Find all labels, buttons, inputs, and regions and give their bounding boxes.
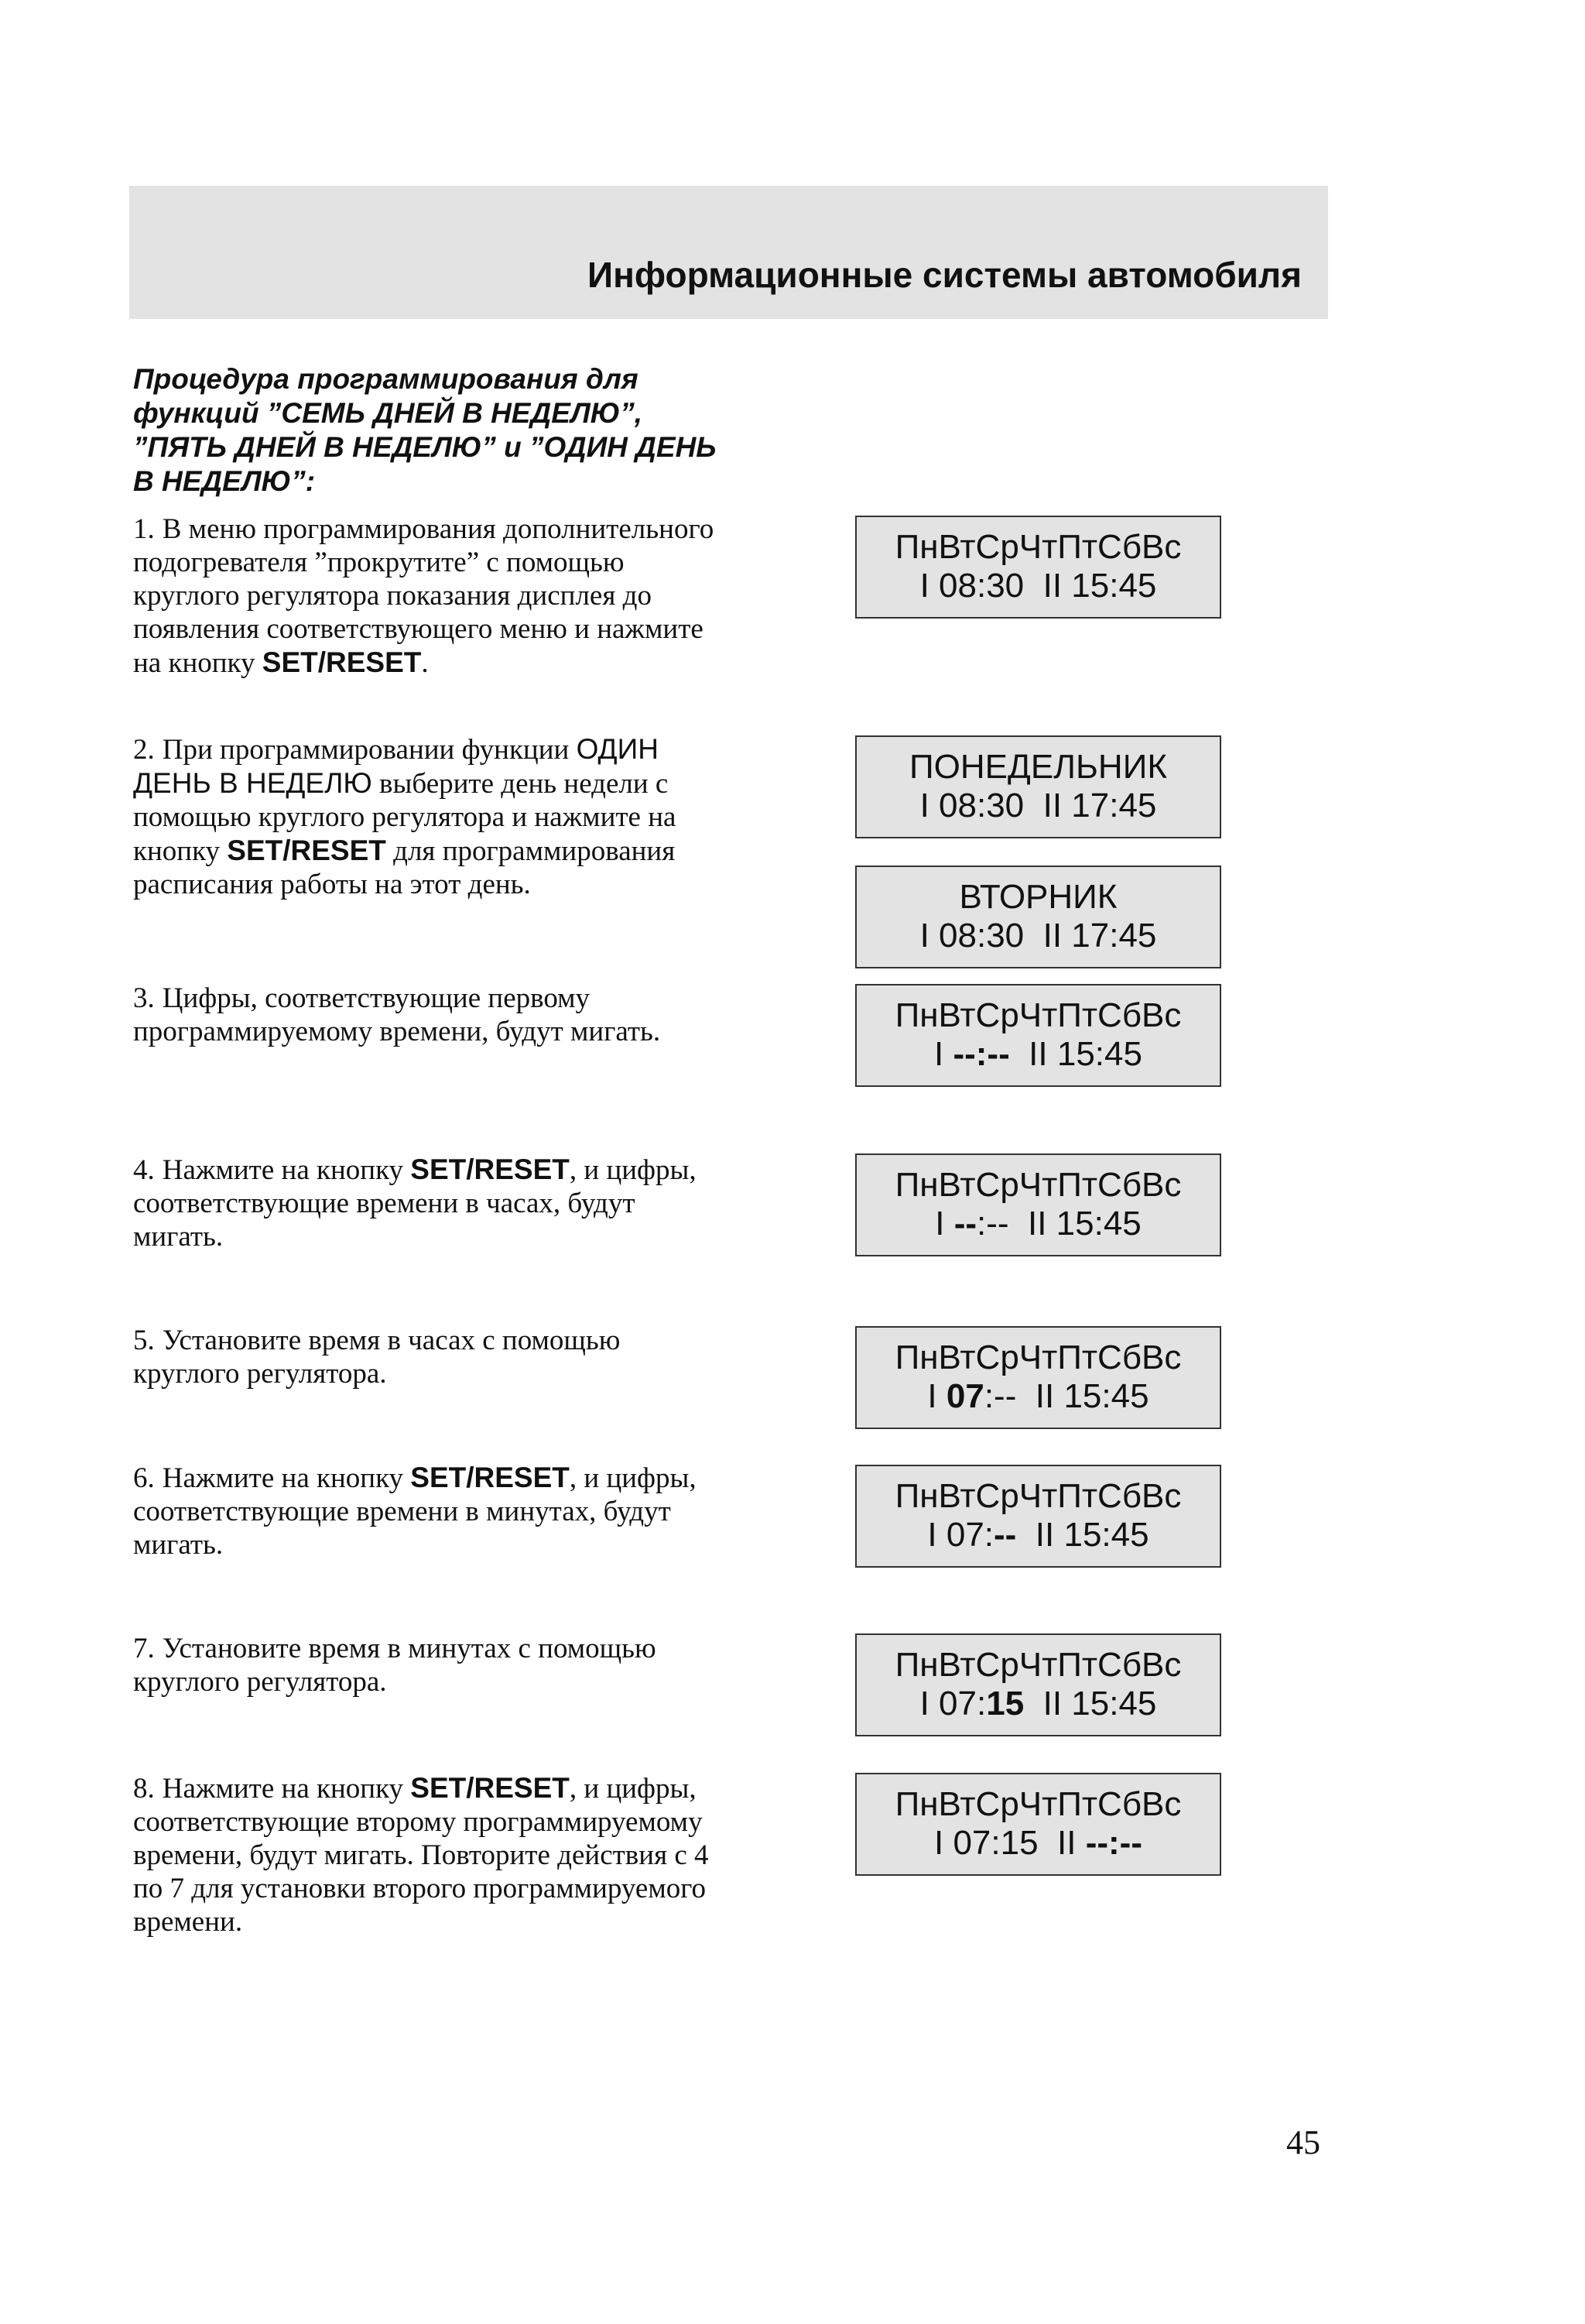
lcd-time-line [857, 787, 1220, 825]
set-reset-key-label: SET/RESET [410, 1772, 570, 1804]
section-title: Процедура программирования для функций ”СЕМЬ ДНЕЙ В НЕДЕЛЮ”, ”ПЯТЬ ДНЕЙ В НЕДЕЛЮ” и ”ОДИН ДЕНЬ В НЕДЕЛЮ”: [133, 363, 717, 497]
step-text: для программирования расписания работы на этот день. [133, 835, 676, 900]
lcd-time-text: I 07: [919, 1685, 987, 1722]
step-3 [133, 982, 721, 1048]
lcd-days-line: ПнВтСрЧтПтСбВс [895, 1339, 1182, 1376]
lcd-time-line [857, 567, 1220, 605]
lcd-blinking-digits: 15 [986, 1685, 1025, 1722]
header-band [129, 186, 1328, 319]
page-number: 45 [1286, 2123, 1320, 2161]
lcd-blinking-digits: -- [953, 1205, 977, 1243]
step-text: , и цифры, соответствующие второму программируемому времени, будут мигать. Повторите действия с 4 по 7 для установки второго программируемого времени. [133, 1773, 709, 1938]
lcd-display-3 [855, 866, 1221, 968]
lcd-days-line: ПнВтСрЧтПтСбВс [895, 1646, 1182, 1684]
lcd-time-text: I [935, 1205, 954, 1243]
step-text: Цифры, соответствующие первому программируемому времени, будут мигать. [133, 982, 661, 1047]
lcd-display-4 [855, 984, 1221, 1087]
step-text: Нажмите на кнопку [162, 1773, 411, 1805]
step-number: 3. [133, 982, 155, 1014]
step-1 [133, 512, 721, 680]
step-number: 2. [133, 734, 155, 766]
step-text: Установите время в часах с помощью круглого регулятора. [133, 1325, 621, 1390]
lcd-blinking-digits: --:-- [1085, 1824, 1142, 1862]
set-reset-key-label: SET/RESET [262, 646, 422, 678]
lcd-time-line [857, 1205, 1220, 1243]
step-5 [133, 1324, 721, 1390]
step-text: Нажмите на кнопку [162, 1154, 411, 1186]
lcd-time-text: I 07: [927, 1516, 994, 1554]
step-number: 1. [133, 513, 155, 545]
lcd-display-5 [855, 1153, 1221, 1256]
lcd-display-9 [855, 1773, 1221, 1876]
step-4 [133, 1153, 721, 1253]
lcd-time-line [857, 1377, 1220, 1416]
step-number: 7. [133, 1633, 155, 1664]
lcd-days-line: ПнВтСрЧтПтСбВс [895, 1477, 1182, 1515]
set-reset-key-label: SET/RESET [227, 835, 386, 866]
lcd-time-text: I 08:30 II 17:45 [919, 917, 1157, 955]
step-text: выберите день недели с помощью круглого регулятора и нажмите на кнопку [133, 768, 676, 867]
lcd-display-1 [855, 516, 1221, 619]
step-text: Нажмите на кнопку [162, 1462, 411, 1494]
step-8 [133, 1771, 721, 1938]
step-number: 8. [133, 1773, 155, 1805]
lcd-time-line [857, 1824, 1220, 1863]
lcd-time-text: :-- II 15:45 [977, 1205, 1142, 1243]
step-text: , и цифры, соответствующие времени в минутах, будут мигать. [133, 1462, 697, 1561]
step-6 [133, 1461, 721, 1561]
lcd-time-line [857, 917, 1220, 955]
lcd-time-text: I [934, 1035, 953, 1073]
step-7 [133, 1632, 721, 1698]
step-text: Установите время в минутах с помощью круглого регулятора. [133, 1633, 656, 1698]
lcd-blinking-digits: -- [994, 1516, 1017, 1554]
step-number: 5. [133, 1325, 155, 1356]
step-2 [133, 732, 721, 901]
step-number: 6. [133, 1462, 155, 1494]
lcd-time-line [857, 1685, 1220, 1723]
step-text: При программировании функции [162, 734, 577, 766]
lcd-time-line [857, 1516, 1220, 1554]
lcd-time-text: I 08:30 II 17:45 [919, 787, 1157, 824]
lcd-time-text: II 15:45 [1009, 1035, 1142, 1073]
lcd-blinking-digits: 07 [946, 1377, 984, 1415]
lcd-days-line: ПнВтСрЧтПтСбВс [895, 528, 1182, 566]
lcd-time-text: I [927, 1377, 947, 1415]
lcd-display-6 [855, 1326, 1221, 1429]
lcd-display-7 [855, 1465, 1221, 1568]
step-number: 4. [133, 1154, 155, 1186]
lcd-time-text: II 15:45 [1016, 1516, 1149, 1554]
lcd-blinking-digits: --:-- [953, 1035, 1010, 1073]
lcd-day-line: ПОНЕДЕЛЬНИК [909, 748, 1167, 786]
lcd-time-text: :-- II 15:45 [984, 1377, 1149, 1415]
lcd-days-line: ПнВтСрЧтПтСбВс [895, 1166, 1182, 1204]
lcd-time-text: I 07:15 II [934, 1824, 1086, 1862]
lcd-time-line [857, 1035, 1220, 1074]
page-header-title: Информационные системы автомобиля [587, 255, 1302, 295]
lcd-time-text: II 15:45 [1024, 1685, 1157, 1722]
lcd-days-line: ПнВтСрЧтПтСбВс [895, 996, 1182, 1034]
step-text: . [421, 647, 429, 679]
step-text: В меню программирования дополнительного подогревателя ”прокрутите” с помощью круглого регулятора показания дисплея до появления соответствующего меню и нажмите на кнопку [133, 513, 714, 679]
step-text: , и цифры, соответствующие времени в часах, будут мигать. [133, 1154, 697, 1253]
lcd-days-line: ПнВтСрЧтПтСбВс [895, 1785, 1182, 1823]
lcd-day-line: ВТОРНИК [959, 878, 1118, 916]
mode-name: ОДИН ДЕНЬ В НЕДЕЛЮ [133, 733, 659, 799]
set-reset-key-label: SET/RESET [410, 1153, 570, 1185]
lcd-display-8 [855, 1633, 1221, 1736]
lcd-time-text: I 08:30 II 15:45 [919, 567, 1157, 605]
set-reset-key-label: SET/RESET [410, 1462, 570, 1493]
lcd-display-2 [855, 735, 1221, 838]
